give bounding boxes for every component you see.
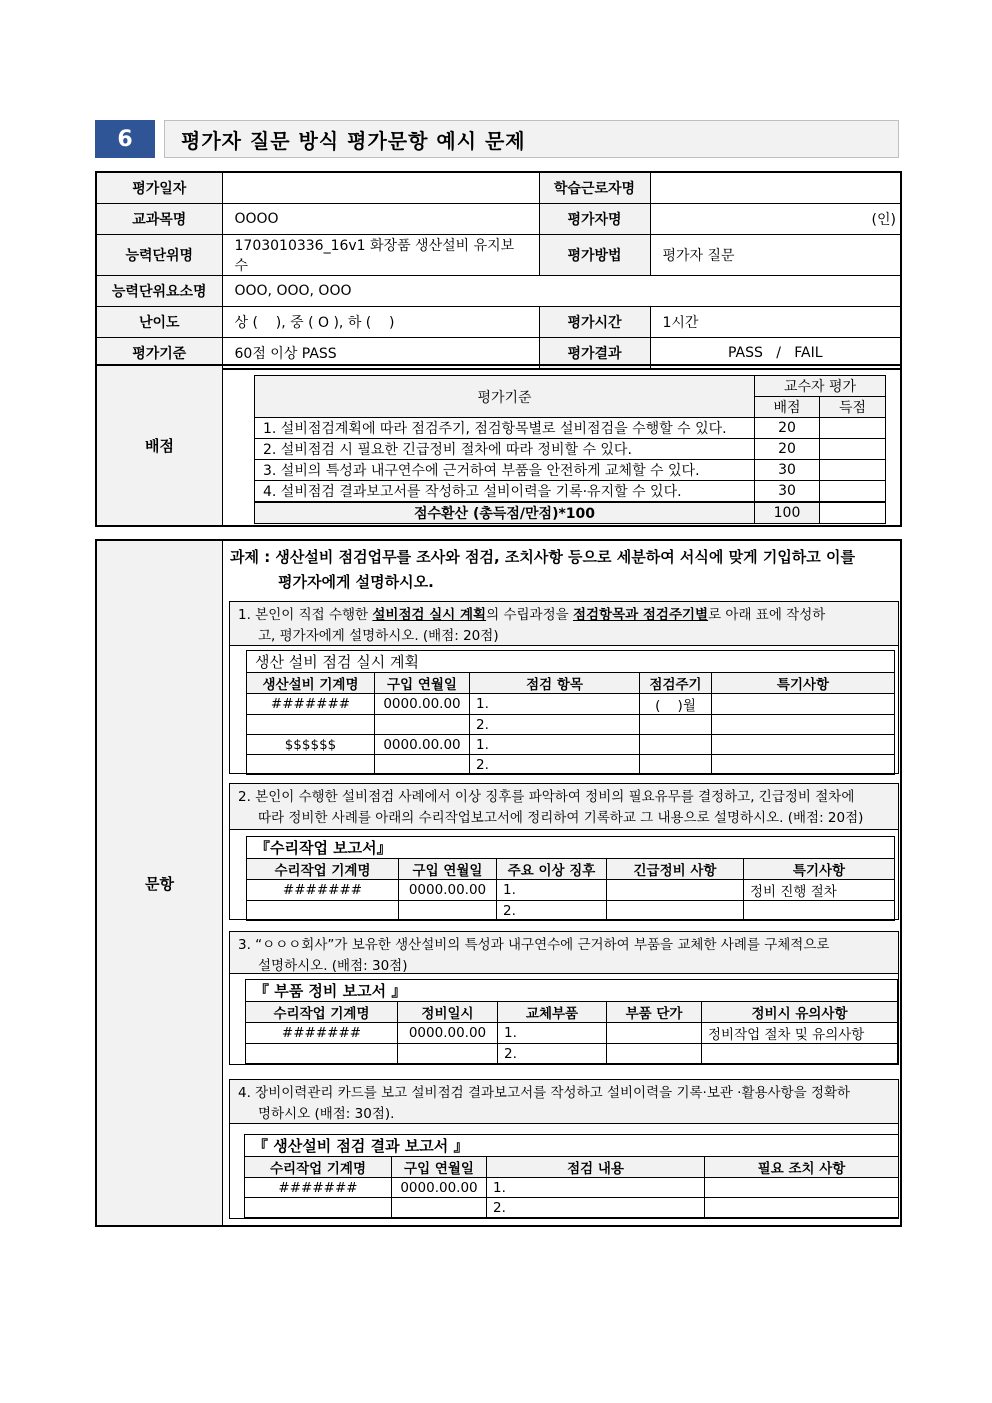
cell — [640, 735, 712, 755]
evaluator-value: (인) — [650, 204, 901, 235]
q4-text-line1: 4. 장비이력관리 카드를 보고 설비점검 결과보고서를 작성하고 설비이력을 기록·보관 ·활용사항을 정확하 — [238, 1085, 851, 1101]
col-header: 수리작업 기계명 — [245, 1157, 392, 1178]
cell — [398, 1044, 498, 1064]
cell — [607, 1023, 702, 1044]
cell — [375, 715, 470, 735]
criteria-score — [820, 460, 886, 481]
cell — [705, 1198, 899, 1218]
questions-label: 문항 — [97, 541, 223, 1225]
col-header: 수리작업 기계명 — [247, 859, 399, 880]
q3-text-line2: 설명하시오. (배점: 30점) — [258, 958, 408, 974]
cell: 2. — [497, 901, 607, 921]
criteria-value: 60점 이상 PASS — [222, 338, 539, 370]
criteria-row — [255, 439, 886, 460]
criteria-points: 20 — [755, 439, 820, 460]
table-row — [247, 755, 895, 775]
criteria-score — [820, 418, 886, 439]
col-header: 정비시 유의사항 — [702, 1002, 898, 1023]
col-header: 긴급정비 사항 — [607, 859, 744, 880]
col-header: 점검주기 — [640, 673, 712, 694]
total-label: 점수환산 (총득점/만점)*100 — [255, 502, 755, 524]
table-row — [246, 1044, 898, 1064]
section-title: 평가자 질문 방식 평가문항 예시 문제 — [164, 120, 899, 158]
criteria-row — [255, 460, 886, 481]
q1-text-pre: 1. 본인이 직접 수행한 — [238, 607, 373, 623]
criteria-table — [254, 375, 886, 524]
form-title: 『 부품 정비 보고서 』 — [246, 980, 898, 1002]
time-value: 1시간 — [650, 307, 901, 338]
score-header: 득점 — [820, 397, 886, 418]
cell: 2. — [498, 1044, 607, 1064]
criteria-points: 30 — [755, 460, 820, 481]
cell — [712, 694, 895, 715]
difficulty-label: 난이도 — [96, 307, 222, 338]
criteria-score — [820, 481, 886, 503]
cell: 0000.00.00 — [399, 880, 497, 901]
eval-date-label: 평가일자 — [96, 172, 222, 204]
cell: 0000.00.00 — [375, 694, 470, 715]
col-header: 필요 조치 사항 — [705, 1157, 899, 1178]
table-row — [247, 715, 895, 735]
cell — [712, 715, 895, 735]
points-header: 배점 — [755, 397, 820, 418]
prof-eval-header: 교수자 평가 — [755, 376, 886, 397]
result-value: PASS / FAIL — [650, 338, 901, 370]
scoring-label: 배점 — [97, 366, 223, 525]
criteria-text: 3. 설비의 특성과 내구연수에 근거하여 부품을 안전하게 교체할 수 있다. — [255, 460, 755, 481]
col-header: 점검 항목 — [470, 673, 640, 694]
cell: 2. — [487, 1198, 705, 1218]
criteria-text: 4. 설비점검 결과보고서를 작성하고 설비이력을 기록·유지할 수 있다. — [255, 481, 755, 503]
difficulty-value: 상 ( ), 중 ( O ), 하 ( ) — [222, 307, 539, 338]
criteria-points: 30 — [755, 481, 820, 503]
criteria-points: 20 — [755, 418, 820, 439]
q1-emphasis-items: 점검항목과 점검주기별 — [572, 607, 709, 623]
info-table — [95, 171, 902, 370]
cell — [247, 901, 399, 921]
col-header: 생산설비 기계명 — [247, 673, 375, 694]
col-header: 특기사항 — [712, 673, 895, 694]
q1-text-mid: 의 수립과정을 — [486, 607, 573, 623]
question-2 — [229, 783, 899, 920]
cell: 1. — [497, 880, 607, 901]
element-value: OOO, OOO, OOO — [222, 276, 901, 307]
table-row — [247, 901, 895, 921]
cell: ( )월 — [640, 694, 712, 715]
criteria-header: 평가기준 — [255, 376, 755, 418]
form-title: 『 생산설비 점검 결과 보고서 』 — [245, 1135, 899, 1157]
q3-text-line1: 3. “ㅇㅇㅇ회사”가 보유한 생산설비의 특성과 내구연수에 근거하여 부품을 교체한 사례를 구체적으로 — [238, 937, 830, 953]
col-header: 부품 단가 — [607, 1002, 702, 1023]
question-3-text — [230, 932, 898, 974]
q2-text-line2: 따라 정비한 사례를 아래의 수리작업보고서에 정리하여 기록하교 그 내용으로 설명하시오. (배점: 20점) — [258, 810, 864, 826]
questions-section — [95, 539, 902, 1227]
cell — [640, 715, 712, 735]
col-header: 구입 연월일 — [375, 673, 470, 694]
cell: 0000.00.00 — [375, 735, 470, 755]
table-row — [247, 694, 895, 715]
table-row — [247, 880, 895, 901]
method-label: 평가방법 — [539, 235, 650, 276]
cell: 1. — [470, 694, 640, 715]
table-row — [246, 1023, 898, 1044]
question-4 — [229, 1079, 899, 1219]
cell — [702, 1044, 898, 1064]
unit-value: 1703010336_16v1 화장품 생산설비 유지보수 — [222, 235, 539, 276]
cell — [607, 901, 744, 921]
question-3 — [229, 931, 899, 1065]
criteria-text: 2. 설비점검 시 필요한 긴급정비 절차에 따라 정비할 수 있다. — [255, 439, 755, 460]
col-header: 교체부품 — [498, 1002, 607, 1023]
cell: 0000.00.00 — [398, 1023, 498, 1044]
form-title: 생산 설비 점검 실시 계획 — [247, 651, 895, 673]
subject-value: OOOO — [222, 204, 539, 235]
result-label: 평가결과 — [539, 338, 650, 370]
question-2-text — [230, 784, 898, 830]
cell: 정비작업 절차 및 유의사항 — [702, 1023, 898, 1044]
cell — [607, 1044, 702, 1064]
section-number: 6 — [95, 120, 155, 158]
question-1 — [229, 601, 899, 774]
cell — [744, 901, 895, 921]
subject-label: 교과목명 — [96, 204, 222, 235]
col-header: 정비일시 — [398, 1002, 498, 1023]
q1-text-post: 로 아래 표에 작성하 — [708, 607, 826, 623]
unit-label: 능력단위명 — [96, 235, 222, 276]
cell: 1. — [487, 1178, 705, 1198]
time-label: 평가시간 — [539, 307, 650, 338]
learner-label: 학습근로자명 — [539, 172, 650, 204]
cell: 2. — [470, 755, 640, 775]
scoring-section — [95, 364, 902, 527]
task-line-1: 과제 : 생산설비 점검업무를 조사와 점검, 조치사항 등으로 세분하여 서식에 맞게 기입하고 이를 — [230, 548, 855, 566]
cell — [247, 715, 375, 735]
q1-text-line2: 고, 평가자에게 설명하시오. (배점: 20점) — [258, 628, 499, 644]
col-header: 구입 연월일 — [399, 859, 497, 880]
criteria-score — [820, 439, 886, 460]
cell: ####### — [246, 1023, 398, 1044]
cell — [705, 1178, 899, 1198]
col-header: 수리작업 기계명 — [246, 1002, 398, 1023]
table-row — [245, 1198, 899, 1218]
cell — [640, 755, 712, 775]
cell — [245, 1198, 392, 1218]
cell: 0000.00.00 — [392, 1178, 487, 1198]
task-line-2: 평가자에게 설명하시오. — [278, 573, 434, 591]
col-header: 주요 이상 징후 — [497, 859, 607, 880]
question-1-text — [230, 602, 898, 646]
eval-date-value — [222, 172, 539, 204]
q4-text-line2: 명하시오 (배점: 30점). — [258, 1106, 395, 1122]
cell: 1. — [470, 735, 640, 755]
task-description — [230, 545, 902, 595]
element-label: 능력단위요소명 — [96, 276, 222, 307]
cell: ####### — [247, 880, 399, 901]
cell — [712, 735, 895, 755]
col-header: 점검 내용 — [487, 1157, 705, 1178]
learner-value — [650, 172, 901, 204]
total-points: 100 — [755, 502, 820, 524]
cell — [247, 755, 375, 775]
cell: ####### — [247, 694, 375, 715]
cell: 정비 진행 절차 — [744, 880, 895, 901]
col-header: 특기사항 — [744, 859, 895, 880]
question-4-text — [230, 1080, 898, 1124]
cell — [399, 901, 497, 921]
cell — [392, 1198, 487, 1218]
method-value: 평가자 질문 — [650, 235, 901, 276]
criteria-row — [255, 418, 886, 439]
q1-emphasis-plan: 설비점검 실시 계획 — [372, 607, 487, 623]
criteria-label: 평가기준 — [96, 338, 222, 370]
q2-text-line1: 2. 본인이 수행한 설비점검 사례에서 이상 징후를 파악하여 정비의 필요유무를 결정하고, 긴급정비 절차에 — [238, 789, 855, 805]
parts-report-form — [245, 979, 898, 1064]
evaluator-label: 평가자명 — [539, 204, 650, 235]
col-header: 구입 연월일 — [392, 1157, 487, 1178]
cell: $$$$$$ — [247, 735, 375, 755]
form-title: 『수리작업 보고서』 — [247, 837, 895, 859]
inspection-result-form — [244, 1134, 899, 1218]
table-row — [245, 1178, 899, 1198]
cell — [712, 755, 895, 775]
cell: 1. — [498, 1023, 607, 1044]
total-score — [820, 502, 886, 524]
cell: 2. — [470, 715, 640, 735]
cell: ####### — [245, 1178, 392, 1198]
cell — [607, 880, 744, 901]
cell — [246, 1044, 398, 1064]
cell — [375, 755, 470, 775]
table-row — [247, 735, 895, 755]
criteria-text: 1. 설비점검계획에 따라 점검주기, 점검항목별로 설비점검을 수행할 수 있다. — [255, 418, 755, 439]
repair-report-form — [246, 836, 895, 921]
criteria-row — [255, 481, 886, 503]
inspection-plan-form — [246, 650, 895, 775]
